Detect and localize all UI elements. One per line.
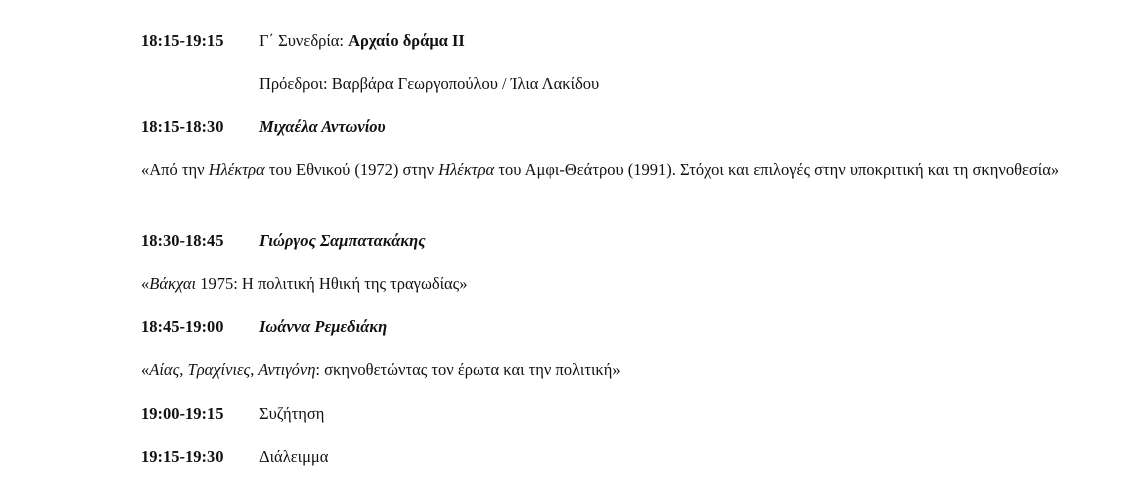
- session-label: Γ΄ Συνεδρία:: [259, 31, 349, 50]
- talk2-title-part1: «: [141, 274, 150, 293]
- session-title: Αρχαίο δράμα ΙΙ: [348, 31, 465, 50]
- session-heading: [259, 28, 465, 54]
- talk2-row: [141, 228, 1061, 254]
- break-row: [141, 444, 1061, 470]
- talk1-title-part3: του Εθνικού (1972) στην: [264, 160, 439, 179]
- talk2-speaker: Γιώργος Σαμπατακάκης: [259, 231, 426, 250]
- discussion-row: [141, 401, 1061, 427]
- talk2-title-part3: 1975: Η πολιτική Ηθική της τραγωδίας»: [196, 274, 468, 293]
- talk3-title-part1: «: [141, 360, 150, 379]
- discussion-time: 19:00-19:15: [141, 404, 224, 423]
- discussion-label: Συζήτηση: [259, 404, 325, 423]
- talk1-row: [141, 114, 1061, 140]
- talk3-title: [141, 357, 1061, 383]
- talk3-row: [141, 314, 1061, 340]
- break-time: 19:15-19:30: [141, 447, 224, 466]
- session-row: [141, 28, 1061, 54]
- talk1-title-part5: του Αμφι-Θεάτρου (1991). Στόχοι και επιλογές στην υποκριτική και τη σκηνοθεσία»: [494, 160, 1060, 179]
- talk1-title: [141, 157, 1061, 183]
- talk3-title-part3: : σκηνοθετώντας τον έρωτα και την πολιτική»: [315, 360, 621, 379]
- talk1-title-part4: Ηλέκτρα: [438, 160, 495, 179]
- session-chairs-row: [141, 71, 1061, 97]
- talk1-time: 18:15-18:30: [141, 117, 224, 136]
- talk2-title: [141, 271, 1061, 297]
- break-label: Διάλειμμα: [259, 447, 329, 466]
- session-chairs: Πρόεδροι: Βαρβάρα Γεωργοπούλου / Ίλια Λακίδου: [259, 74, 600, 93]
- talk1-title-part1: «Από την: [141, 160, 209, 179]
- talk2-time: 18:30-18:45: [141, 231, 224, 250]
- talk3-time: 18:45-19:00: [141, 317, 224, 336]
- talk1-speaker: Μιχαέλα Αντωνίου: [259, 117, 386, 136]
- talk3-title-part2: Αίας, Τραχίνιες, Αντιγόνη: [149, 360, 316, 379]
- talk2-title-part2: Βάκχαι: [149, 274, 197, 293]
- session-time: 18:15-19:15: [141, 31, 224, 50]
- talk3-speaker: Ιωάννα Ρεμεδιάκη: [259, 317, 388, 336]
- talk1-title-part2: Ηλέκτρα: [208, 160, 265, 179]
